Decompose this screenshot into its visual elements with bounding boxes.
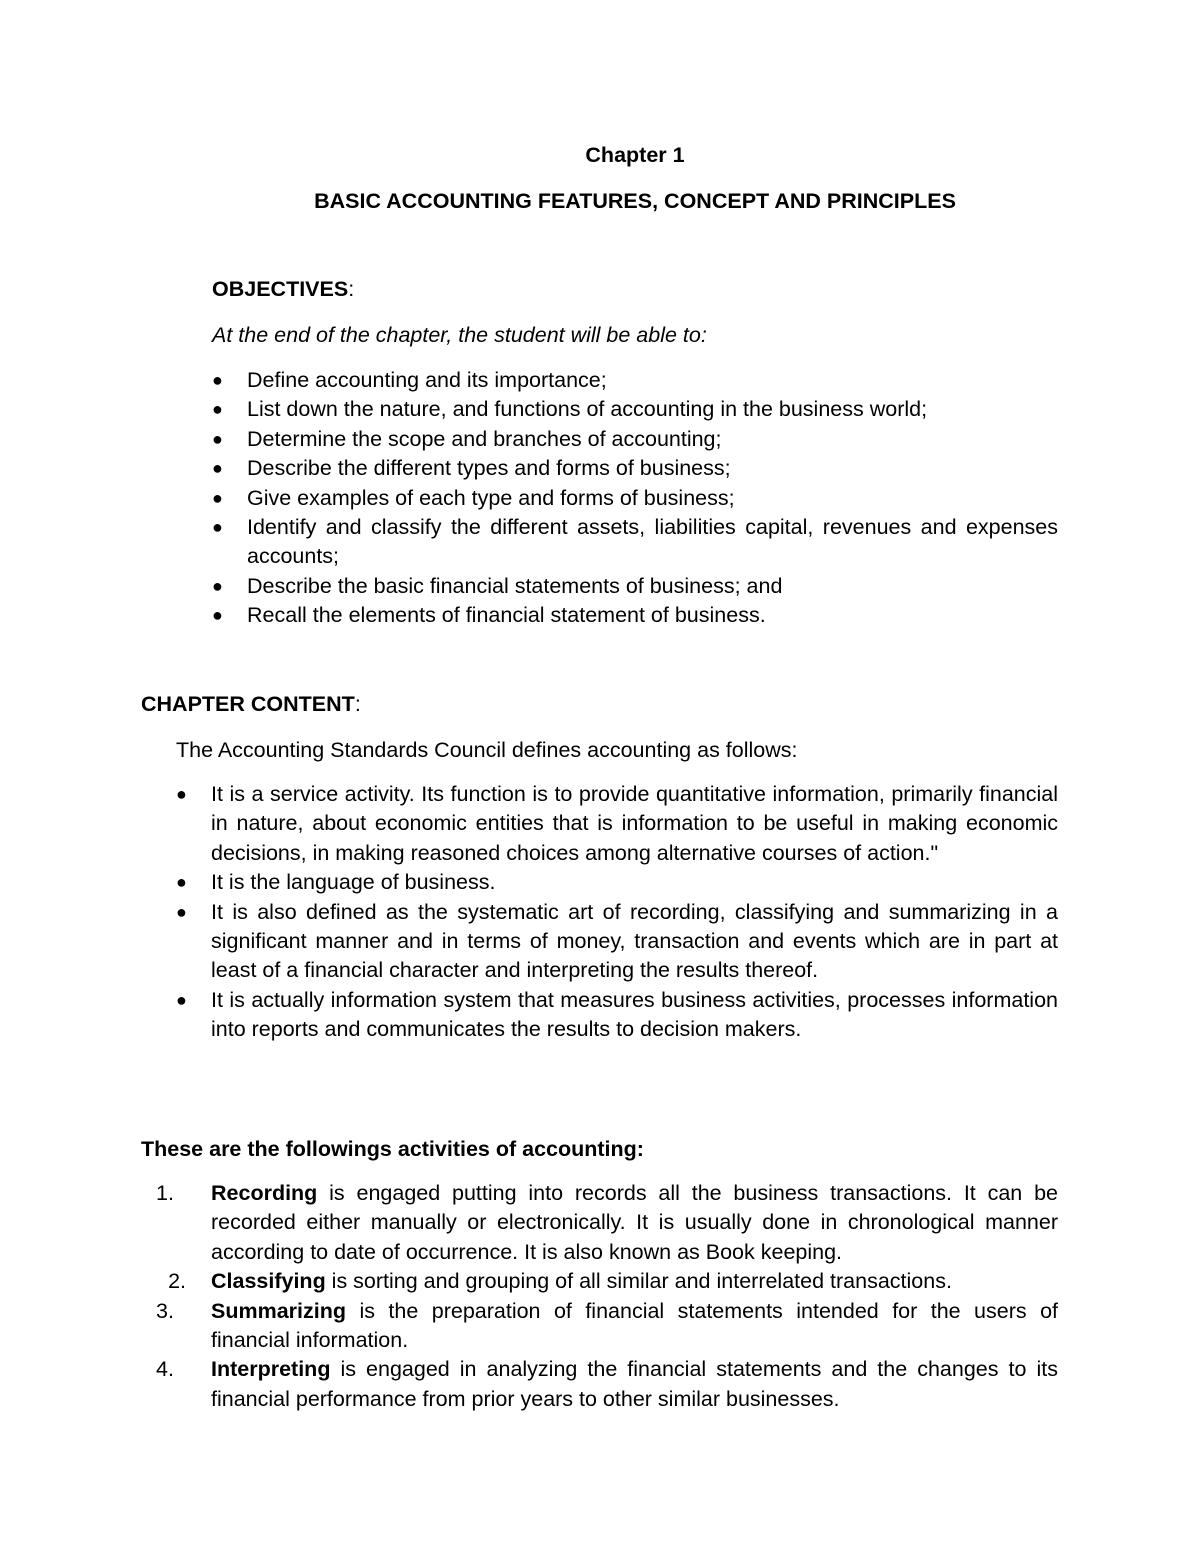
list-item: ● Define accounting and its importance; (212, 368, 607, 392)
list-item: ● It is the language of business. (176, 870, 496, 895)
activities-heading: These are the followings activities of accounting: (141, 1137, 644, 1161)
content-list (176, 780, 1058, 1045)
list-item: ● It is also defined as the systematic art of recording, classifying and summarizing in a significant manner and in terms of money, transaction and events which are in part at least of a financial character and interpreting the results thereof. (176, 899, 1058, 983)
activity-term: Summarizing (211, 1298, 346, 1323)
activity-term: Recording (211, 1181, 318, 1205)
content-intro: The Accounting Standards Council defines accounting as follows: (176, 738, 798, 762)
list-item: ● It is actually information system that measures business activities, processes information into reports and communicates the results to decision makers. (176, 987, 1058, 1042)
chapter-title: BASIC ACCOUNTING FEATURES, CONCEPT AND PRINCIPLES (314, 189, 956, 213)
activity-term: Interpreting (211, 1357, 331, 1382)
list-item: 2. Classifying is sorting and grouping of all similar and interrelated transactions. (168, 1269, 952, 1294)
objectives-heading: OBJECTIVES (212, 277, 349, 301)
list-item: ● Describe the basic financial statements of business; and (212, 573, 783, 598)
list-item: 4. Interpreting is engaged in analyzing the financial statements and the changes to its financial performance from prior years to other similar businesses. (156, 1357, 1058, 1411)
chapter-number: Chapter 1 (585, 143, 685, 167)
list-item: 1. Recording is engaged putting into records all the business transactions. It can be recorded either manually or electronically. It is usually done in chronological manner according to date of occurrence. It is also known as Book keeping. (156, 1181, 1058, 1264)
objectives-heading-row: OBJECTIVES: (212, 277, 355, 301)
objectives-list (212, 366, 1058, 631)
objectives-intro: At the end of the chapter, the student will be able to: (212, 323, 707, 347)
list-item: ● Determine the scope and branches of accounting; (212, 426, 722, 451)
content-heading-row: CHAPTER CONTENT: (141, 692, 361, 716)
list-item: ● Describe the different types and forms of business; (212, 456, 731, 481)
list-item: ● List down the nature, and functions of accounting in the business world; (212, 397, 928, 422)
list-item: ● Recall the elements of financial statement of business. (212, 603, 766, 628)
list-item: ● Identify and classify the different assets, liabilities capital, revenues and expenses accounts; (212, 515, 1058, 569)
content-heading: CHAPTER CONTENT (141, 692, 355, 716)
list-item: 3. Summarizing is the preparation of financial statements intended for the users of financial information. (156, 1298, 1058, 1353)
list-item: ● It is a service activity. Its function is to provide quantitative information, primarily financial in nature, about economic entities that is information to be useful in making economic decisions, in making reasoned choices among alternative courses of action." (176, 782, 1058, 865)
activities-list (156, 1179, 1058, 1414)
list-item: ● Give examples of each type and forms of business; (212, 485, 735, 510)
activity-term: Classifying (211, 1269, 326, 1294)
